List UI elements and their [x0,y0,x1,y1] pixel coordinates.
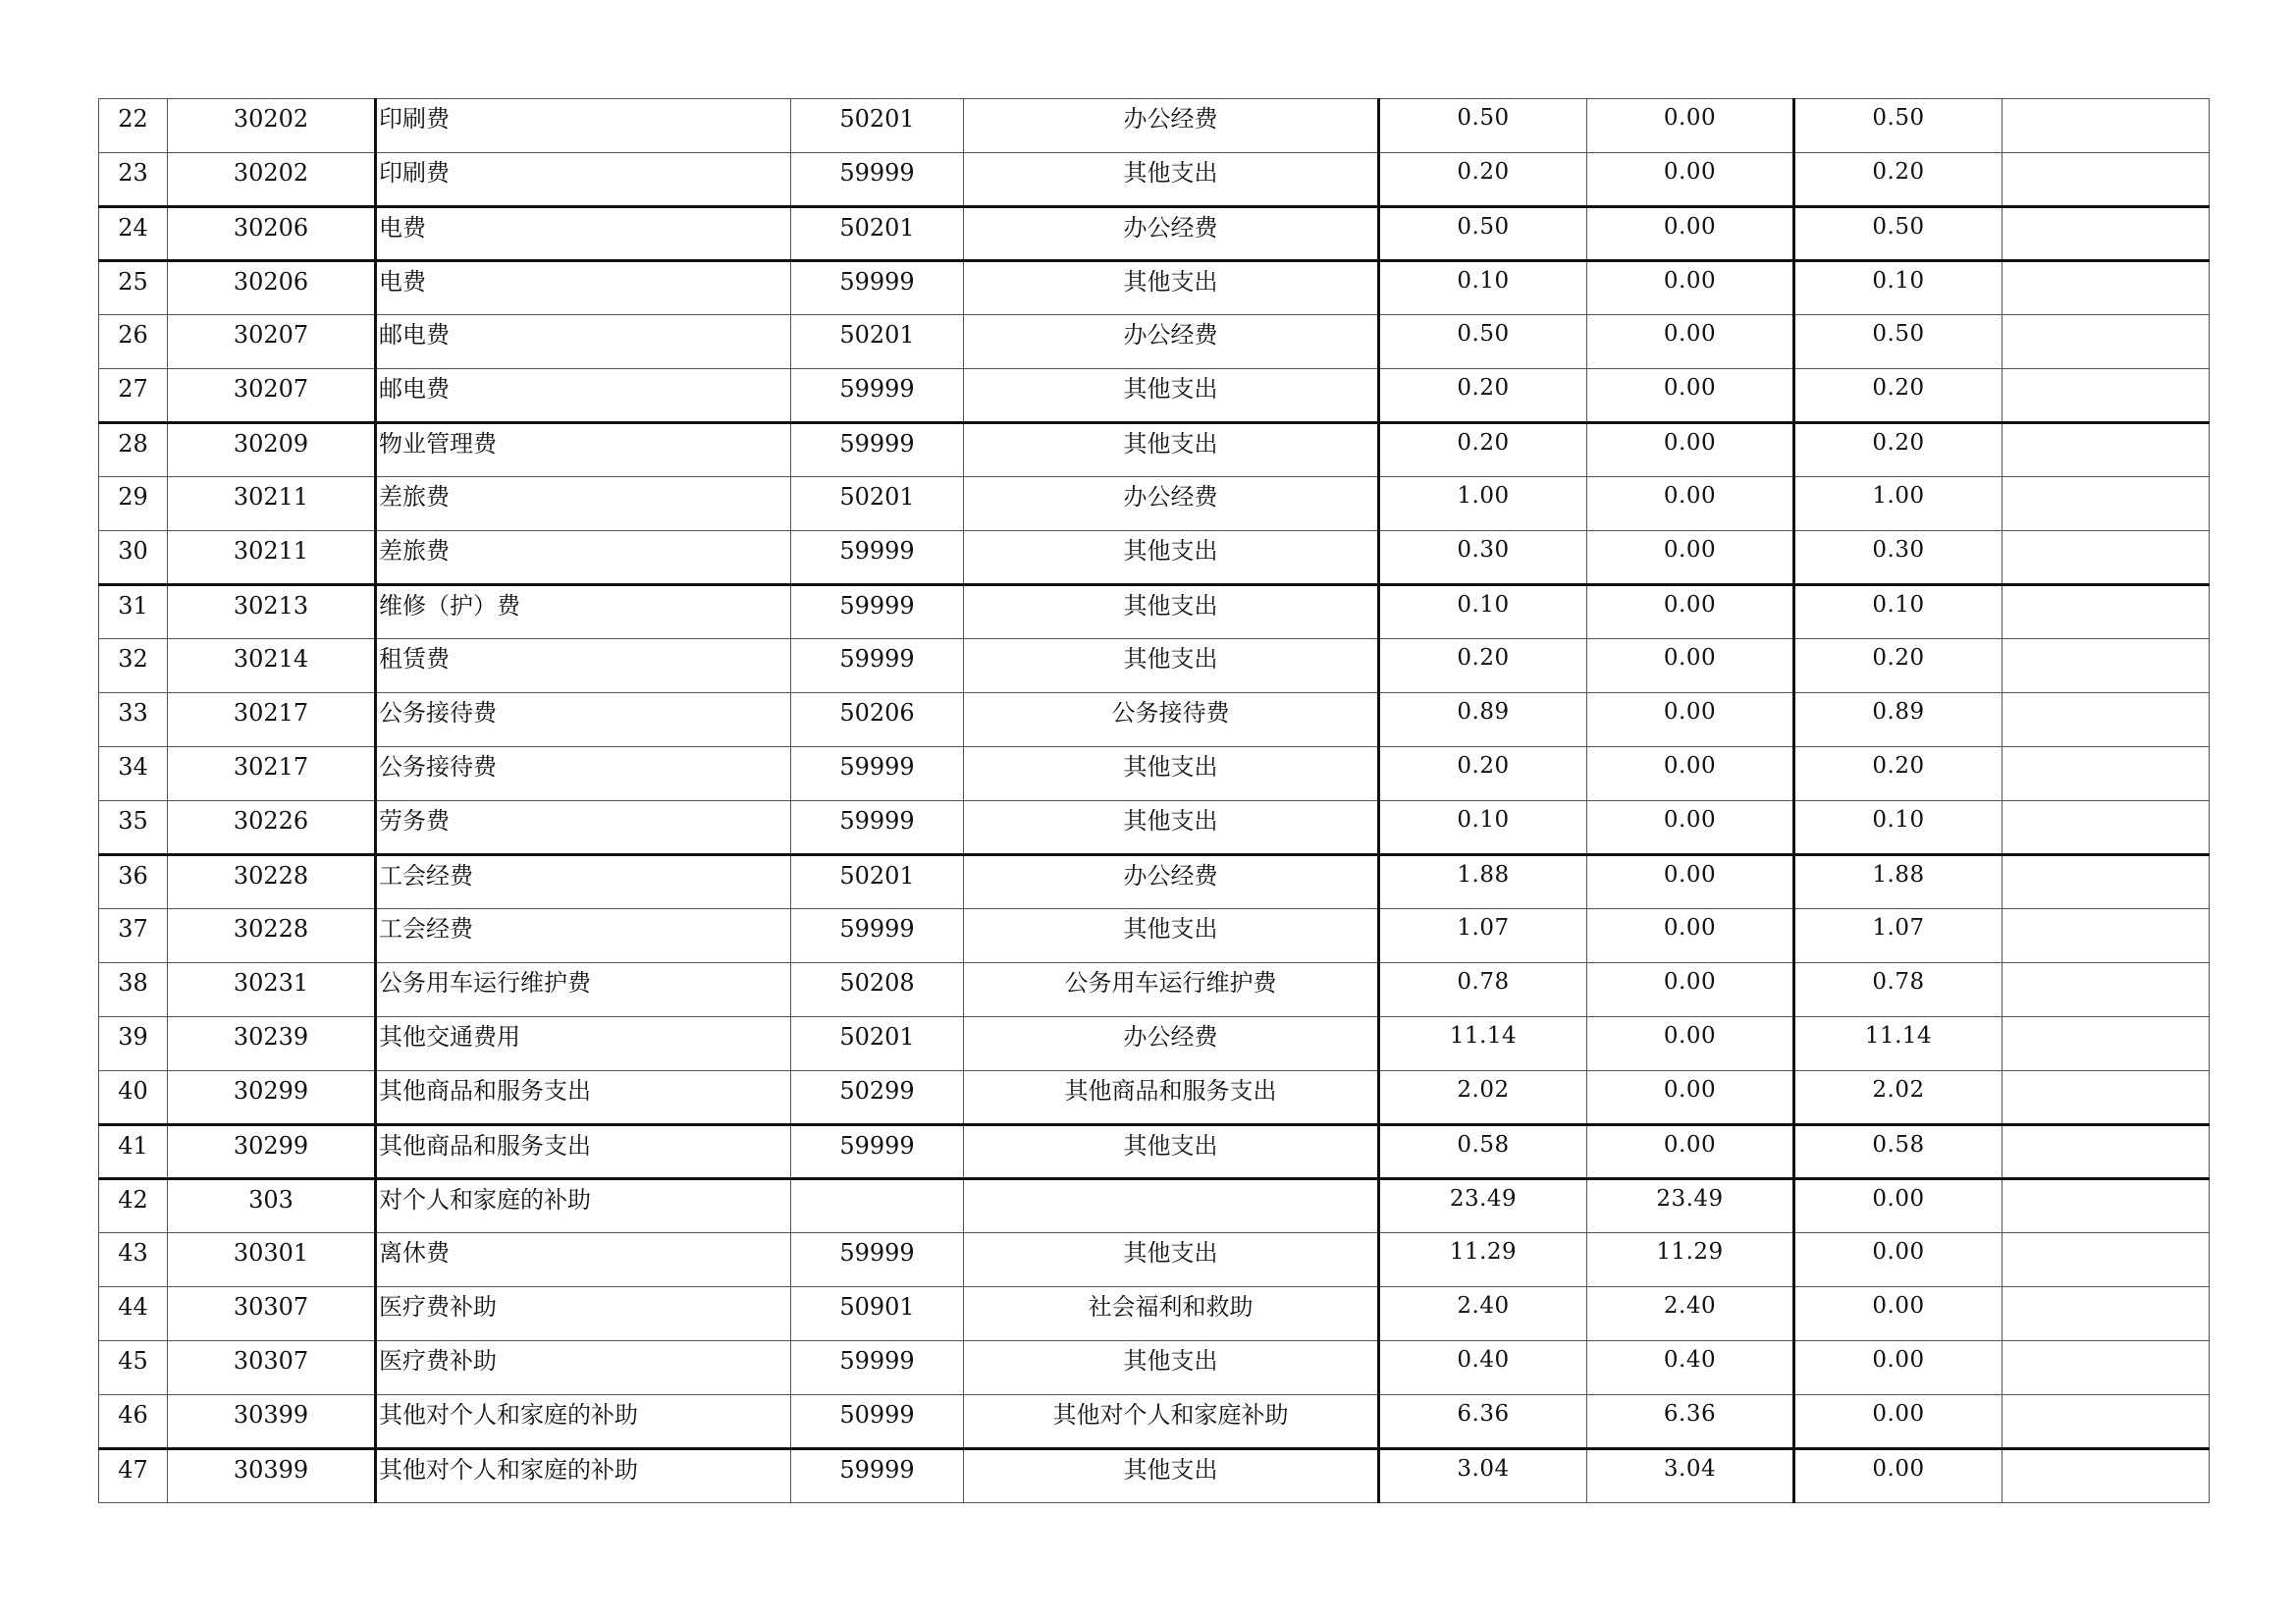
subject-name-cell: 电费 [376,261,791,315]
economic-name-cell: 其他支出 [964,369,1379,423]
economic-name-cell: 其他支出 [964,153,1379,207]
total-amount-cell: 2.40 [1379,1287,1587,1341]
subject-code-cell: 30299 [168,1071,376,1125]
economic-code-cell: 59999 [791,153,964,207]
extra-cell [2002,207,2210,261]
total-amount-cell: 0.20 [1379,423,1587,477]
table-row [99,261,2210,315]
total-amount-cell: 0.50 [1379,207,1587,261]
row-number-cell: 24 [99,207,168,261]
economic-code-cell: 50201 [791,315,964,369]
subject-name-cell: 工会经费 [376,855,791,909]
basic-amount-cell: 0.00 [1587,639,1794,693]
extra-cell [2002,153,2210,207]
project-amount-cell: 0.50 [1794,207,2002,261]
subject-code-cell: 30399 [168,1449,376,1503]
basic-amount-cell: 6.36 [1587,1395,1794,1449]
total-amount-cell: 0.50 [1379,315,1587,369]
subject-name-cell: 其他对个人和家庭的补助 [376,1395,791,1449]
subject-name-cell: 医疗费补助 [376,1287,791,1341]
project-amount-cell: 2.02 [1794,1071,2002,1125]
economic-code-cell: 59999 [791,369,964,423]
subject-code-cell: 30211 [168,477,376,531]
extra-cell [2002,747,2210,801]
subject-name-cell: 离休费 [376,1233,791,1287]
table-body [99,99,2210,1503]
project-amount-cell: 0.50 [1794,315,2002,369]
project-amount-cell: 0.78 [1794,963,2002,1017]
subject-name-cell: 物业管理费 [376,423,791,477]
subject-code-cell: 30239 [168,1017,376,1071]
total-amount-cell: 0.20 [1379,639,1587,693]
basic-amount-cell: 2.40 [1587,1287,1794,1341]
subject-name-cell: 医疗费补助 [376,1341,791,1395]
project-amount-cell: 0.10 [1794,261,2002,315]
economic-code-cell: 59999 [791,423,964,477]
extra-cell [2002,477,2210,531]
table-row [99,531,2210,585]
basic-amount-cell: 0.00 [1587,99,1794,153]
economic-name-cell: 办公经费 [964,99,1379,153]
row-number-cell: 45 [99,1341,168,1395]
project-amount-cell: 0.20 [1794,639,2002,693]
economic-code-cell: 50201 [791,207,964,261]
economic-code-cell: 59999 [791,909,964,963]
total-amount-cell: 0.78 [1379,963,1587,1017]
extra-cell [2002,585,2210,639]
total-amount-cell: 0.10 [1379,801,1587,855]
project-amount-cell: 0.00 [1794,1287,2002,1341]
economic-name-cell: 其他支出 [964,1125,1379,1179]
total-amount-cell: 0.20 [1379,369,1587,423]
economic-name-cell: 办公经费 [964,1017,1379,1071]
basic-amount-cell: 0.00 [1587,693,1794,747]
subject-name-cell: 公务接待费 [376,747,791,801]
economic-name-cell: 其他支出 [964,261,1379,315]
extra-cell [2002,1017,2210,1071]
subject-name-cell: 其他商品和服务支出 [376,1071,791,1125]
subject-code-cell: 30217 [168,693,376,747]
economic-code-cell: 50299 [791,1071,964,1125]
table-row [99,639,2210,693]
economic-name-cell: 其他支出 [964,909,1379,963]
economic-name-cell: 其他支出 [964,531,1379,585]
economic-name-cell: 公务接待费 [964,693,1379,747]
economic-name-cell: 其他支出 [964,639,1379,693]
extra-cell [2002,1287,2210,1341]
economic-name-cell: 办公经费 [964,207,1379,261]
subject-code-cell: 30228 [168,909,376,963]
row-number-cell: 27 [99,369,168,423]
economic-code-cell: 50901 [791,1287,964,1341]
row-number-cell: 39 [99,1017,168,1071]
total-amount-cell: 1.00 [1379,477,1587,531]
basic-amount-cell: 23.49 [1587,1179,1794,1233]
total-amount-cell: 0.40 [1379,1341,1587,1395]
table-row [99,99,2210,153]
subject-name-cell: 维修（护）费 [376,585,791,639]
subject-name-cell: 公务用车运行维护费 [376,963,791,1017]
subject-name-cell: 对个人和家庭的补助 [376,1179,791,1233]
row-number-cell: 26 [99,315,168,369]
subject-code-cell: 30301 [168,1233,376,1287]
project-amount-cell: 0.89 [1794,693,2002,747]
project-amount-cell: 0.10 [1794,801,2002,855]
project-amount-cell: 0.00 [1794,1233,2002,1287]
table-row [99,1233,2210,1287]
project-amount-cell: 0.50 [1794,99,2002,153]
subject-name-cell: 印刷费 [376,153,791,207]
subject-name-cell: 工会经费 [376,909,791,963]
extra-cell [2002,369,2210,423]
total-amount-cell: 11.29 [1379,1233,1587,1287]
subject-code-cell: 30399 [168,1395,376,1449]
table-row [99,855,2210,909]
basic-amount-cell: 0.00 [1587,261,1794,315]
table-row [99,153,2210,207]
extra-cell [2002,1071,2210,1125]
row-number-cell: 41 [99,1125,168,1179]
economic-code-cell: 59999 [791,261,964,315]
subject-code-cell: 30214 [168,639,376,693]
economic-code-cell: 50201 [791,99,964,153]
subject-code-cell: 30207 [168,315,376,369]
subject-code-cell: 30217 [168,747,376,801]
economic-name-cell: 办公经费 [964,315,1379,369]
table-row [99,1287,2210,1341]
economic-name-cell [964,1179,1379,1233]
economic-name-cell: 其他支出 [964,801,1379,855]
subject-code-cell: 30202 [168,153,376,207]
table-row [99,1125,2210,1179]
extra-cell [2002,1395,2210,1449]
extra-cell [2002,1179,2210,1233]
basic-amount-cell: 0.00 [1587,207,1794,261]
project-amount-cell: 0.00 [1794,1395,2002,1449]
total-amount-cell: 6.36 [1379,1395,1587,1449]
basic-amount-cell: 11.29 [1587,1233,1794,1287]
economic-name-cell: 其他支出 [964,423,1379,477]
table-row [99,747,2210,801]
total-amount-cell: 0.30 [1379,531,1587,585]
total-amount-cell: 2.02 [1379,1071,1587,1125]
total-amount-cell: 0.58 [1379,1125,1587,1179]
row-number-cell: 25 [99,261,168,315]
total-amount-cell: 0.20 [1379,747,1587,801]
total-amount-cell: 0.10 [1379,261,1587,315]
economic-code-cell: 59999 [791,585,964,639]
project-amount-cell: 1.88 [1794,855,2002,909]
project-amount-cell: 0.20 [1794,153,2002,207]
subject-name-cell: 邮电费 [376,369,791,423]
total-amount-cell: 23.49 [1379,1179,1587,1233]
subject-code-cell: 30211 [168,531,376,585]
extra-cell [2002,693,2210,747]
table-row [99,1071,2210,1125]
extra-cell [2002,1449,2210,1503]
extra-cell [2002,423,2210,477]
table-row [99,909,2210,963]
basic-amount-cell: 0.00 [1587,153,1794,207]
extra-cell [2002,261,2210,315]
subject-code-cell: 30231 [168,963,376,1017]
table-row [99,1341,2210,1395]
row-number-cell: 42 [99,1179,168,1233]
economic-name-cell: 办公经费 [964,855,1379,909]
economic-code-cell: 59999 [791,1449,964,1503]
subject-code-cell: 30206 [168,261,376,315]
table-row [99,207,2210,261]
extra-cell [2002,531,2210,585]
basic-amount-cell: 0.00 [1587,909,1794,963]
basic-amount-cell: 0.00 [1587,1125,1794,1179]
project-amount-cell: 0.20 [1794,423,2002,477]
basic-amount-cell: 3.04 [1587,1449,1794,1503]
subject-name-cell: 印刷费 [376,99,791,153]
subject-name-cell: 其他交通费用 [376,1017,791,1071]
basic-amount-cell: 0.00 [1587,531,1794,585]
subject-name-cell: 租赁费 [376,639,791,693]
subject-name-cell: 电费 [376,207,791,261]
subject-code-cell: 30213 [168,585,376,639]
table-row [99,585,2210,639]
table-row [99,963,2210,1017]
total-amount-cell: 0.10 [1379,585,1587,639]
project-amount-cell: 0.00 [1794,1449,2002,1503]
basic-amount-cell: 0.00 [1587,423,1794,477]
basic-amount-cell: 0.00 [1587,477,1794,531]
subject-code-cell: 30299 [168,1125,376,1179]
row-number-cell: 34 [99,747,168,801]
table-row [99,801,2210,855]
economic-code-cell: 50201 [791,855,964,909]
total-amount-cell: 3.04 [1379,1449,1587,1503]
total-amount-cell: 1.88 [1379,855,1587,909]
economic-code-cell: 59999 [791,1341,964,1395]
row-number-cell: 37 [99,909,168,963]
basic-amount-cell: 0.00 [1587,315,1794,369]
subject-name-cell: 差旅费 [376,531,791,585]
row-number-cell: 40 [99,1071,168,1125]
subject-code-cell: 30307 [168,1341,376,1395]
row-number-cell: 47 [99,1449,168,1503]
table-row [99,1395,2210,1449]
economic-name-cell: 公务用车运行维护费 [964,963,1379,1017]
subject-name-cell: 其他对个人和家庭的补助 [376,1449,791,1503]
economic-name-cell: 其他支出 [964,1233,1379,1287]
row-number-cell: 28 [99,423,168,477]
extra-cell [2002,315,2210,369]
row-number-cell: 35 [99,801,168,855]
row-number-cell: 30 [99,531,168,585]
subject-code-cell: 30202 [168,99,376,153]
table-row [99,423,2210,477]
row-number-cell: 32 [99,639,168,693]
economic-code-cell [791,1179,964,1233]
extra-cell [2002,801,2210,855]
basic-amount-cell: 0.00 [1587,1017,1794,1071]
basic-amount-cell: 0.00 [1587,369,1794,423]
row-number-cell: 33 [99,693,168,747]
subject-code-cell: 30206 [168,207,376,261]
project-amount-cell: 0.30 [1794,531,2002,585]
subject-name-cell: 公务接待费 [376,693,791,747]
project-amount-cell: 0.10 [1794,585,2002,639]
subject-code-cell: 30228 [168,855,376,909]
subject-code-cell: 30209 [168,423,376,477]
project-amount-cell: 0.20 [1794,747,2002,801]
table-row [99,1017,2210,1071]
row-number-cell: 43 [99,1233,168,1287]
table-row [99,1449,2210,1503]
extra-cell [2002,99,2210,153]
row-number-cell: 31 [99,585,168,639]
economic-code-cell: 59999 [791,639,964,693]
basic-amount-cell: 0.00 [1587,585,1794,639]
basic-amount-cell: 0.00 [1587,747,1794,801]
economic-code-cell: 50208 [791,963,964,1017]
subject-name-cell: 劳务费 [376,801,791,855]
total-amount-cell: 1.07 [1379,909,1587,963]
extra-cell [2002,1341,2210,1395]
row-number-cell: 46 [99,1395,168,1449]
basic-amount-cell: 0.00 [1587,801,1794,855]
economic-code-cell: 59999 [791,1233,964,1287]
economic-name-cell: 其他商品和服务支出 [964,1071,1379,1125]
extra-cell [2002,963,2210,1017]
total-amount-cell: 0.20 [1379,153,1587,207]
total-amount-cell: 0.89 [1379,693,1587,747]
total-amount-cell: 0.50 [1379,99,1587,153]
row-number-cell: 44 [99,1287,168,1341]
economic-code-cell: 59999 [791,801,964,855]
subject-name-cell: 差旅费 [376,477,791,531]
subject-name-cell: 其他商品和服务支出 [376,1125,791,1179]
table-row [99,477,2210,531]
extra-cell [2002,909,2210,963]
row-number-cell: 22 [99,99,168,153]
table-row [99,693,2210,747]
economic-name-cell: 社会福利和救助 [964,1287,1379,1341]
project-amount-cell: 0.00 [1794,1341,2002,1395]
economic-name-cell: 办公经费 [964,477,1379,531]
extra-cell [2002,1233,2210,1287]
project-amount-cell: 0.00 [1794,1179,2002,1233]
economic-name-cell: 其他支出 [964,1341,1379,1395]
basic-amount-cell: 0.00 [1587,963,1794,1017]
economic-code-cell: 59999 [791,531,964,585]
project-amount-cell: 1.00 [1794,477,2002,531]
project-amount-cell: 0.58 [1794,1125,2002,1179]
subject-code-cell: 30226 [168,801,376,855]
subject-code-cell: 30207 [168,369,376,423]
table-row [99,1179,2210,1233]
economic-name-cell: 其他支出 [964,585,1379,639]
row-number-cell: 36 [99,855,168,909]
economic-code-cell: 59999 [791,1125,964,1179]
basic-amount-cell: 0.00 [1587,1071,1794,1125]
economic-code-cell: 50201 [791,1017,964,1071]
row-number-cell: 38 [99,963,168,1017]
economic-code-cell: 59999 [791,747,964,801]
extra-cell [2002,639,2210,693]
economic-name-cell: 其他支出 [964,1449,1379,1503]
budget-table [98,98,2210,1503]
subject-name-cell: 邮电费 [376,315,791,369]
table-row [99,315,2210,369]
economic-code-cell: 50201 [791,477,964,531]
basic-amount-cell: 0.00 [1587,855,1794,909]
row-number-cell: 29 [99,477,168,531]
project-amount-cell: 1.07 [1794,909,2002,963]
economic-name-cell: 其他支出 [964,747,1379,801]
project-amount-cell: 0.20 [1794,369,2002,423]
economic-code-cell: 50999 [791,1395,964,1449]
basic-amount-cell: 0.40 [1587,1341,1794,1395]
table-row [99,369,2210,423]
extra-cell [2002,1125,2210,1179]
subject-code-cell: 303 [168,1179,376,1233]
economic-code-cell: 50206 [791,693,964,747]
row-number-cell: 23 [99,153,168,207]
project-amount-cell: 11.14 [1794,1017,2002,1071]
economic-name-cell: 其他对个人和家庭补助 [964,1395,1379,1449]
total-amount-cell: 11.14 [1379,1017,1587,1071]
subject-code-cell: 30307 [168,1287,376,1341]
extra-cell [2002,855,2210,909]
